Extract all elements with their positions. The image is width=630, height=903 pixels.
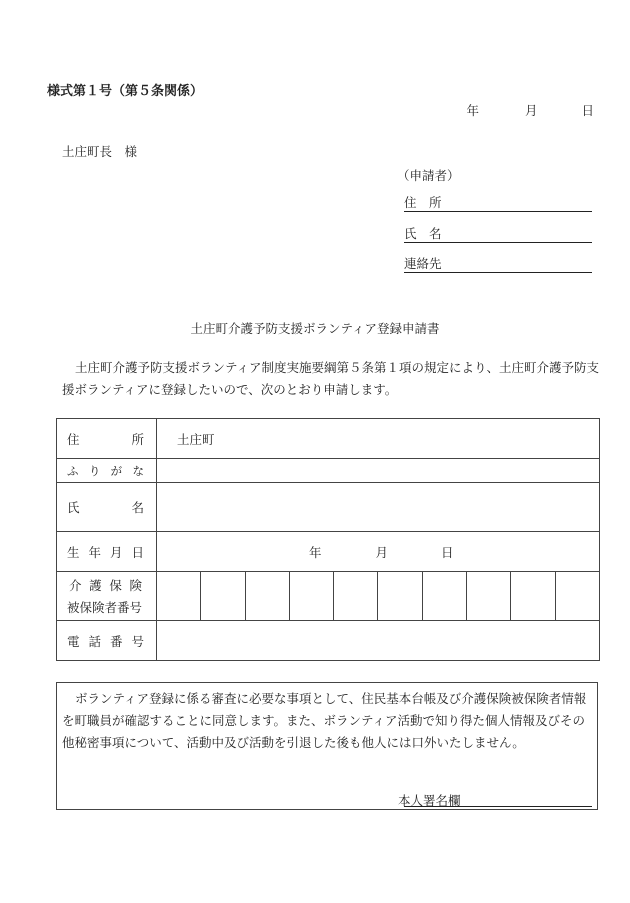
- applicant-contact-field[interactable]: [404, 254, 592, 273]
- name-input-cell[interactable]: [157, 483, 600, 532]
- address-input-cell[interactable]: [157, 419, 600, 459]
- address-label-cell: 住 所: [57, 419, 157, 459]
- date-day-unit: 日: [581, 103, 594, 118]
- insurance-digit-box[interactable]: [466, 572, 510, 620]
- furigana-input-cell[interactable]: [157, 459, 600, 483]
- insurance-digit-box[interactable]: [377, 572, 421, 620]
- insurance-number-input-cell[interactable]: [157, 572, 600, 621]
- address-value: 土庄町: [177, 431, 215, 447]
- insurance-digit-box[interactable]: [555, 572, 599, 620]
- birth-month-unit: 月: [375, 544, 389, 560]
- insurance-digit-box[interactable]: [245, 572, 289, 620]
- insurance-digit-box[interactable]: [510, 572, 554, 620]
- date-year-unit: 年: [466, 103, 479, 118]
- registration-table: [56, 418, 600, 661]
- furigana-label-cell: ふ り が な: [57, 459, 157, 483]
- applicant-address-label: 住 所: [404, 195, 442, 210]
- insurance-digit-box[interactable]: [289, 572, 333, 620]
- applicant-name-field[interactable]: [404, 224, 592, 243]
- intro-paragraph: 土庄町介護予防支援ボランティア制度実施要綱第５条第１項の規定により、土庄町介護予防支援ボランティアに登録したいので、次のとおり申請します。: [62, 360, 600, 397]
- insurance-number-label-cell: 介 護 保 険 被保険者番号: [57, 572, 157, 621]
- consent-box: [56, 682, 598, 810]
- phone-input-cell[interactable]: [157, 621, 600, 661]
- birth-day-unit: 日: [441, 544, 454, 560]
- phone-label-cell: 電 話 番 号: [57, 621, 157, 661]
- birth-year-unit: 年: [309, 544, 322, 560]
- birthdate-input-cell[interactable]: [157, 532, 600, 572]
- applicant-contact-label: 連絡先: [404, 256, 442, 271]
- insurance-digit-box[interactable]: [200, 572, 244, 620]
- applicant-name-label: 氏 名: [404, 226, 442, 241]
- insurance-digit-boxes: [157, 572, 599, 620]
- form-number: 様式第１号（第５条関係）: [47, 84, 204, 99]
- signature-field[interactable]: [404, 806, 592, 807]
- document-title: 土庄町介護予防支援ボランティア登録申請書: [190, 321, 440, 336]
- applicant-heading: （申請者）: [397, 168, 460, 183]
- name-label-cell: 氏 名: [57, 483, 157, 532]
- date-line: [466, 101, 594, 119]
- insurance-digit-box[interactable]: [422, 572, 466, 620]
- consent-text: ボランティア登録に係る審査に必要な事項として、住民基本台帳及び介護保険被保険者情報を町職員が確認することに同意します。また、ボランティア活動で知り得た個人情報及びその他秘密事項について、活動中及び活動を引退した後も他人には口外いたしません。: [62, 691, 587, 750]
- birthdate-label-cell: 生 年 月 日: [57, 532, 157, 572]
- signature-label: 本人署名欄: [398, 793, 461, 808]
- date-month-unit: 月: [524, 103, 538, 118]
- applicant-address-field[interactable]: [404, 193, 592, 212]
- insurance-digit-box[interactable]: [157, 572, 200, 620]
- insurance-label-line2: 被保険者番号: [67, 600, 143, 615]
- addressee: 土庄町長 様: [62, 144, 138, 159]
- insurance-digit-box[interactable]: [333, 572, 377, 620]
